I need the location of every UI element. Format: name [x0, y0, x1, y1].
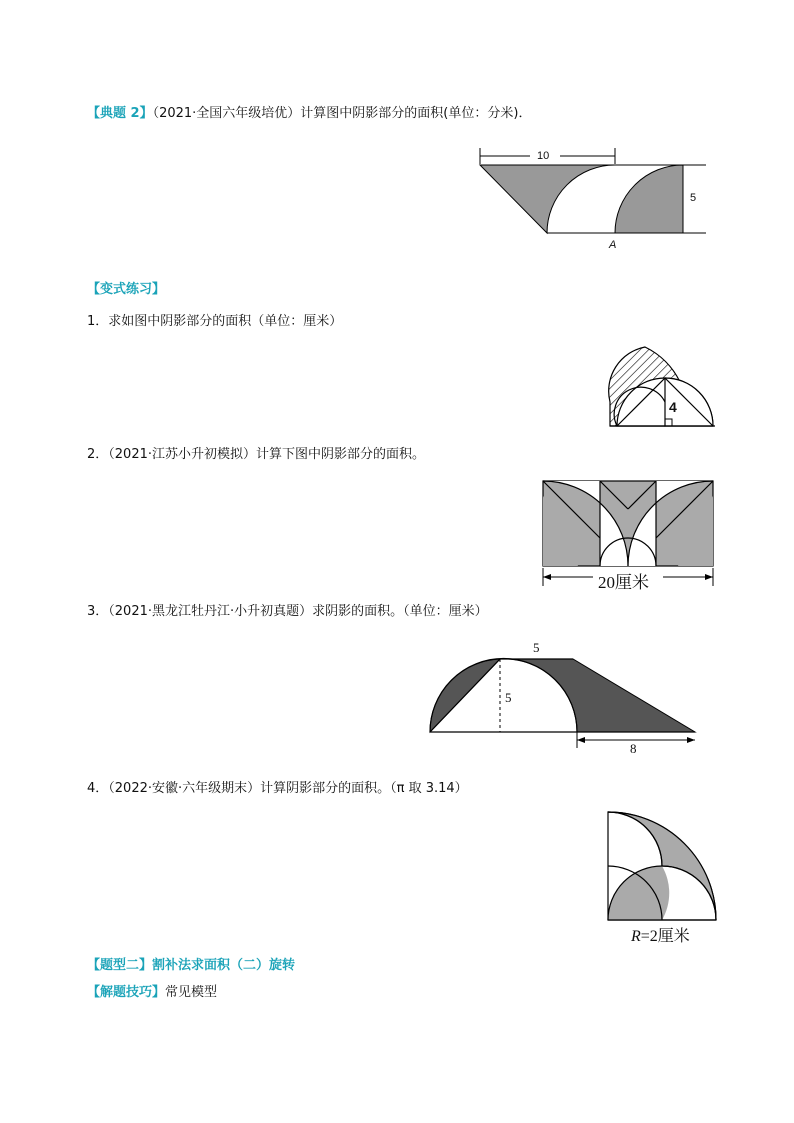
problem-3-height-label: 5: [505, 690, 512, 705]
section-title: [87, 957, 295, 975]
tip-text: 常见模型: [165, 985, 218, 1000]
problem-1: [87, 313, 342, 331]
example2-title: [87, 105, 531, 123]
example2-height-label: 5: [690, 192, 697, 204]
problem-3-num: 3．: [87, 604, 109, 619]
problem-4-label: [631, 923, 690, 946]
example2-figure: [470, 142, 720, 257]
problem-3: [87, 603, 488, 621]
problem-4-text: （2022·安徽·六年级期末）计算阴影部分的面积。（π 取 3.14）: [108, 781, 468, 796]
problem-1-num: 1．: [87, 314, 109, 329]
tip-line: [87, 984, 217, 1002]
problem-2-figure: [538, 476, 720, 591]
example2-tag: 【典题 2】: [87, 106, 153, 121]
problem-3-text: （2021·黑龙江牡丹江·小升初真题）求阴影的面积。（单位：厘米）: [108, 604, 488, 619]
section-text: 割补法求面积（二）旋转: [152, 958, 296, 973]
problem-4-label-rest: =2厘米: [640, 928, 690, 945]
problem-2: [87, 446, 425, 464]
problem-1-text: 求如图中阴影部分的面积（单位：厘米）: [108, 314, 343, 329]
problem-4-num: 4．: [87, 781, 109, 796]
problem-2-label: 20厘米: [598, 573, 649, 592]
problem-3-top-label: 5: [533, 640, 540, 655]
problem-4-label-r: R: [631, 928, 641, 945]
section-tag: 【题型二】: [87, 958, 153, 973]
problem-3-bottom-label: 8: [630, 741, 637, 756]
problem-1-label: 4: [669, 399, 677, 415]
problem-3-figure: [425, 638, 705, 758]
practice-header: 【变式练习】: [87, 282, 166, 297]
tip-tag: 【解题技巧】: [87, 985, 166, 1000]
problem-2-num: 2．: [87, 447, 109, 462]
example2-top-length: 10: [537, 150, 550, 162]
problem-4-figure: [602, 808, 722, 945]
example2-point-label: A: [609, 239, 617, 251]
problem-1-figure: [605, 342, 720, 432]
example2-text: （2021·全国六年级培优）计算图中阴影部分的面积(单位：分米)．: [152, 106, 532, 121]
problem-4: [87, 780, 468, 798]
problem-2-text: （2021·江苏小升初模拟）计算下图中阴影部分的面积。: [108, 447, 425, 462]
